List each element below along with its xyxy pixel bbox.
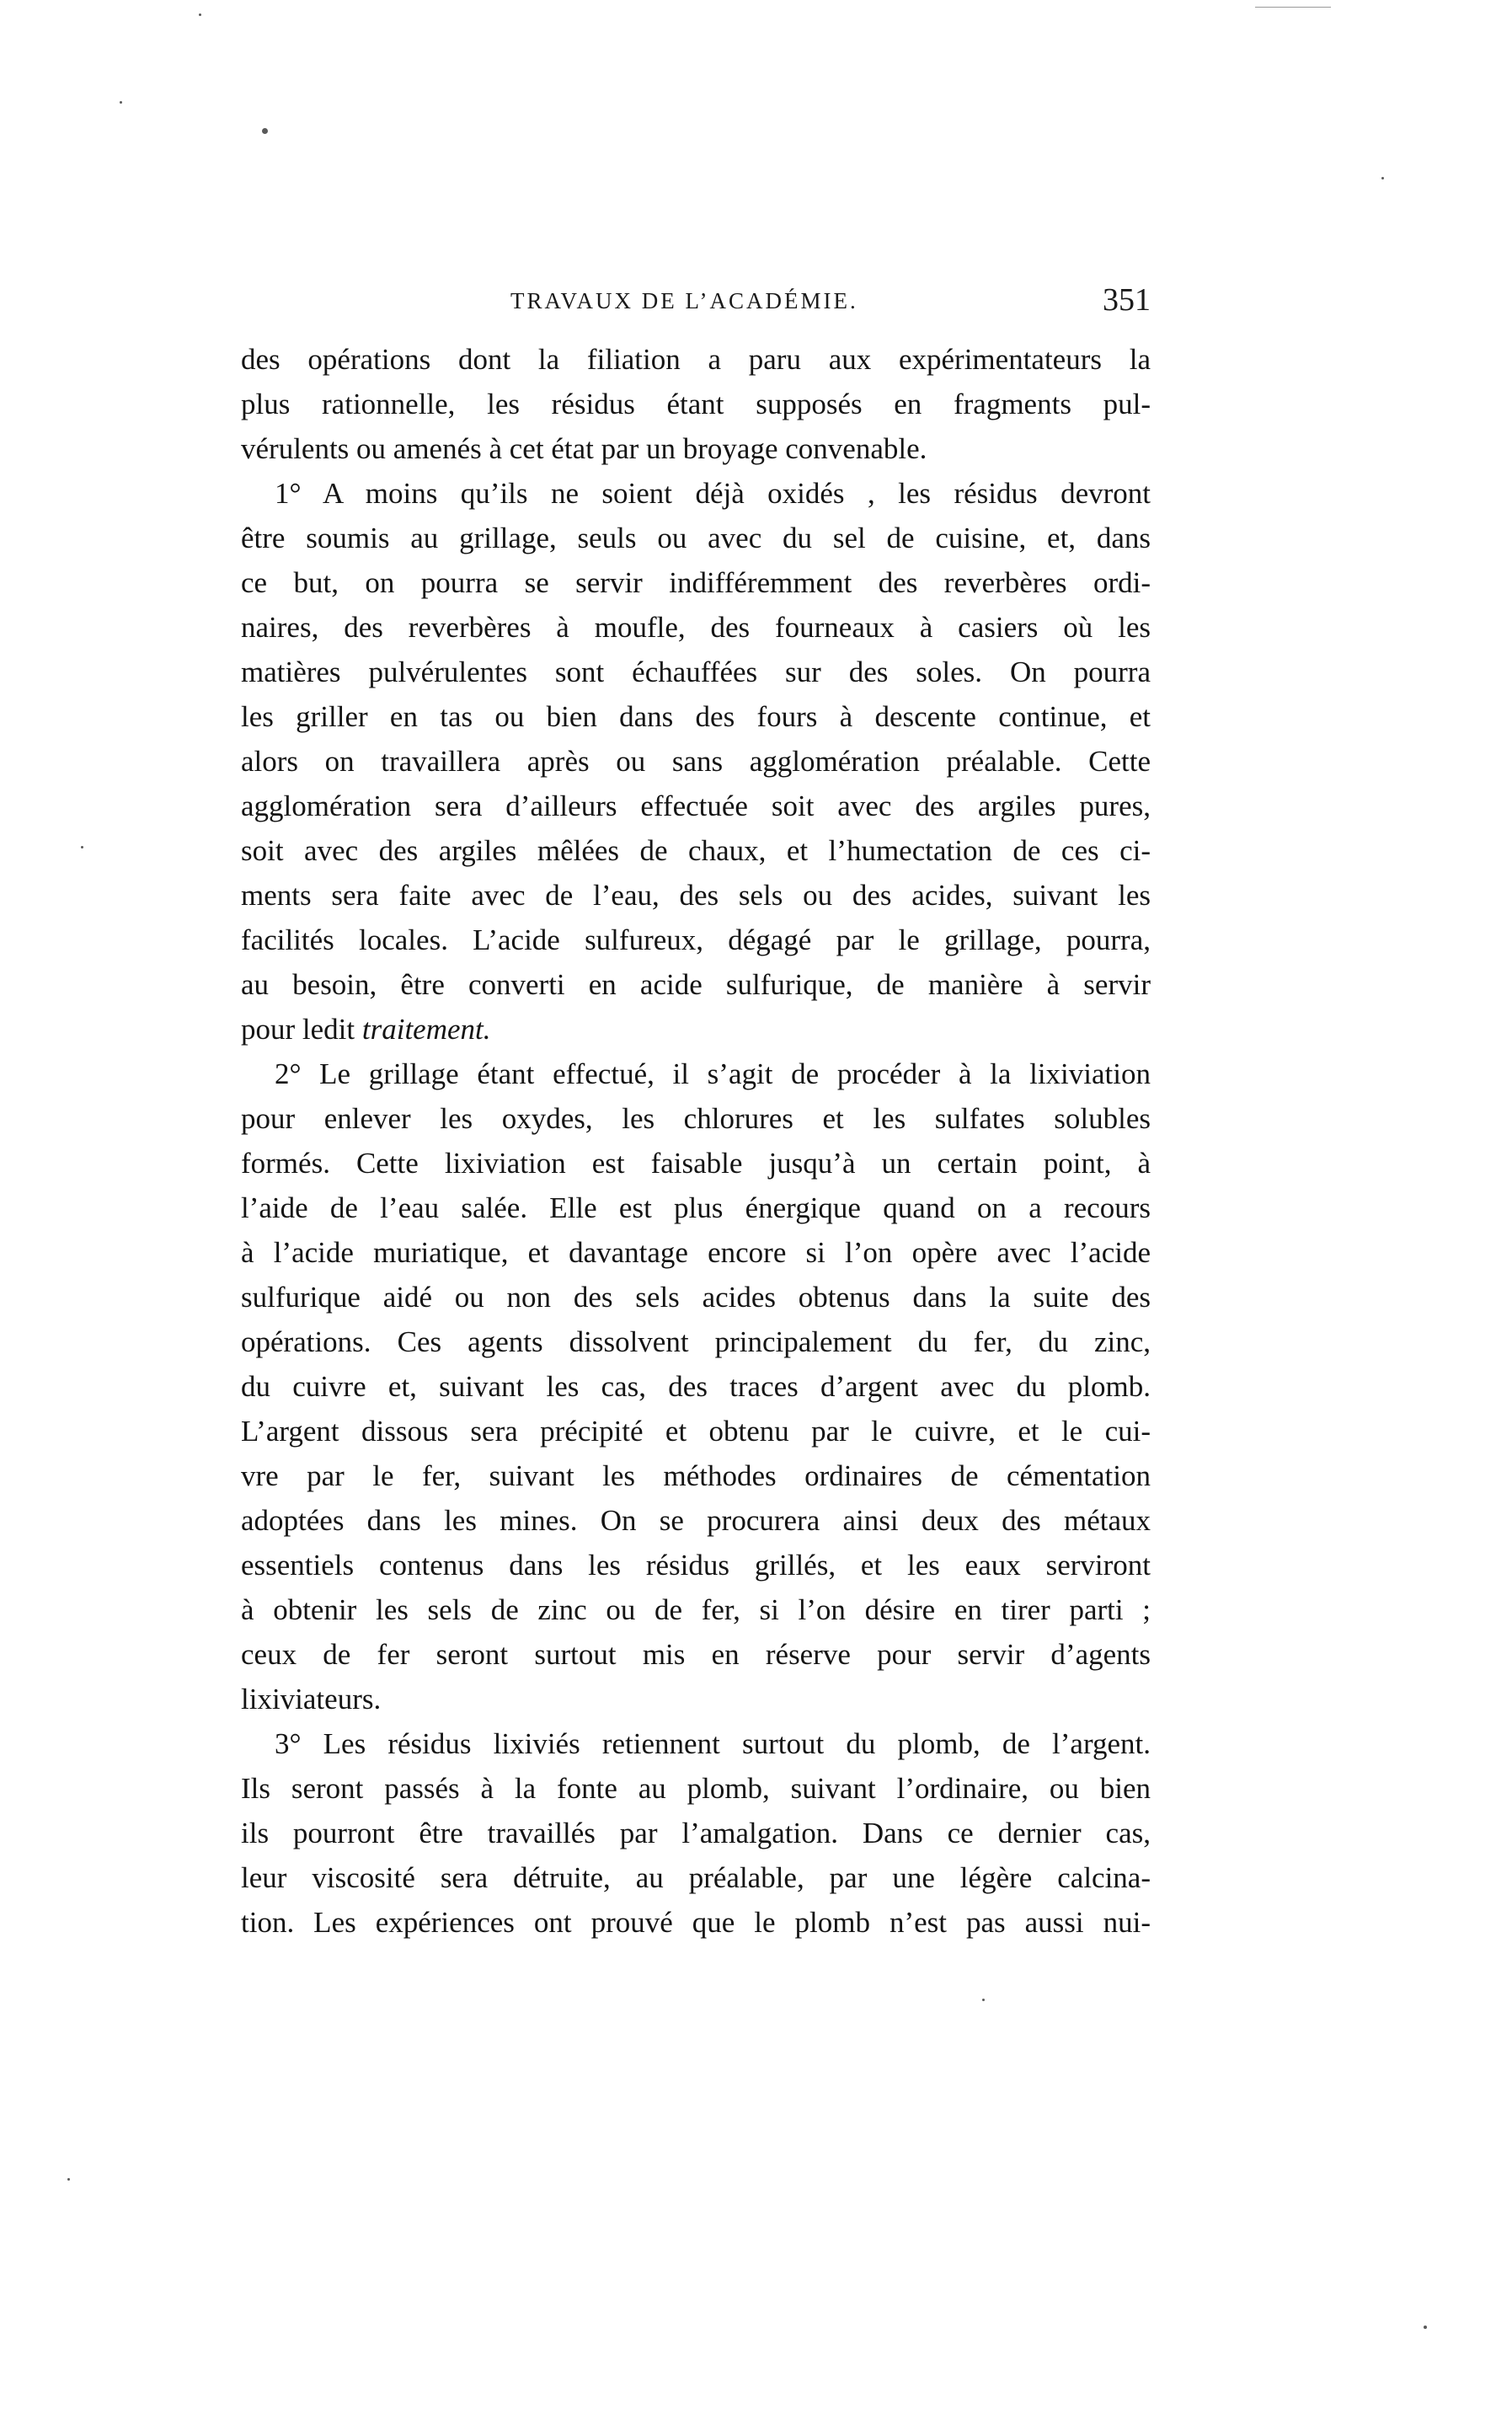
text-line: pour enlever les oxydes, les chlorures et les sulfates solubles xyxy=(241,1102,1151,1135)
paragraph-start-line: 2° Le grillage étant effectué, il s’agit de procéder à la lixiviation xyxy=(275,1057,1151,1090)
speck xyxy=(199,13,201,16)
speck xyxy=(81,846,83,848)
text-line: matières pulvérulentes sont échauffées sur des soles. On pourra xyxy=(241,656,1151,688)
text-line: ce but, on pourra se servir indifféremment des reverbères ordi- xyxy=(241,566,1151,599)
text-line: facilités locales. L’acide sulfureux, dégagé par le grillage, pourra, xyxy=(241,923,1151,956)
line-text: pour ledit xyxy=(241,1013,362,1046)
text-line: ils pourront être travaillés par l’amalgation. Dans ce dernier cas, xyxy=(241,1817,1151,1849)
text-line xyxy=(241,1007,1151,1052)
page-number: 351 xyxy=(1103,282,1151,318)
text-line: ments sera faite avec de l’eau, des sels ou des acides, suivant les xyxy=(241,879,1151,912)
text-line: à obtenir les sels de zinc ou de fer, si l’on désire en tirer parti ; xyxy=(241,1593,1151,1626)
text-line: opérations. Ces agents dissolvent principalement du fer, du zinc, xyxy=(241,1325,1151,1358)
text-line: des opérations dont la filiation a paru aux expérimentateurs la xyxy=(241,343,1151,376)
text-line: essentiels contenus dans les résidus grillés, et les eaux serviront xyxy=(241,1549,1151,1582)
text-line: formés. Cette lixiviation est faisable jusqu’à un certain point, à xyxy=(241,1147,1151,1180)
paragraph-start-line: 3° Les résidus lixiviés retiennent surtout du plomb, de l’argent. xyxy=(275,1727,1151,1760)
running-title: TRAVAUX DE L’ACADÉMIE. xyxy=(510,288,858,313)
text-line: vre par le fer, suivant les méthodes ordinaires de cémentation xyxy=(241,1459,1151,1492)
text-line: au besoin, être converti en acide sulfurique, de manière à servir xyxy=(241,968,1151,1001)
text-line: L’argent dissous sera précipité et obtenu par le cuivre, et le cui- xyxy=(241,1415,1151,1448)
edge-scan-mark xyxy=(1255,7,1331,8)
text-line: les griller en tas ou bien dans des fours à descente continue, et xyxy=(241,700,1151,733)
text-line: vérulents ou amenés à cet état par un broyage convenable. xyxy=(241,432,927,465)
paragraph-start-line: 1° A moins qu’ils ne soient déjà oxidés , les résidus devront xyxy=(275,477,1151,510)
text-line: soit avec des argiles mêlées de chaux, et l’humectation de ces ci- xyxy=(241,834,1151,867)
speck xyxy=(1381,177,1384,179)
text-line: alors on travaillera après ou sans agglomération préalable. Cette xyxy=(241,745,1151,778)
speck xyxy=(1424,2326,1427,2329)
text-line: Ils seront passés à la fonte au plomb, suivant l’ordinaire, ou bien xyxy=(241,1772,1151,1805)
text-line: sulfurique aidé ou non des sels acides obtenus dans la suite des xyxy=(241,1281,1151,1314)
text-line: lixiviateurs. xyxy=(241,1683,382,1715)
page-header xyxy=(241,281,1151,324)
text-line: l’aide de l’eau salée. Elle est plus énergique quand on a recours xyxy=(241,1191,1151,1224)
text-line: du cuivre et, suivant les cas, des traces d’argent avec du plomb. xyxy=(241,1370,1151,1403)
speck xyxy=(120,101,122,104)
text-line: leur viscosité sera détruite, au préalable, par une légère calcina- xyxy=(241,1861,1151,1894)
speck xyxy=(67,2178,70,2181)
text-line: naires, des reverbères à moufle, des fourneaux à casiers où les xyxy=(241,611,1151,644)
body-text xyxy=(241,337,1151,1945)
text-line: adoptées dans les mines. On se procurera ainsi deux des métaux xyxy=(241,1504,1151,1537)
text-line: agglomération sera d’ailleurs effectuée soit avec des argiles pures, xyxy=(241,790,1151,822)
text-line: plus rationnelle, les résidus étant supposés en fragments pul- xyxy=(241,388,1151,420)
text-line: tion. Les expériences ont prouvé que le plomb n’est pas aussi nui- xyxy=(241,1906,1151,1939)
text-line: être soumis au grillage, seuls ou avec du sel de cuisine, et, dans xyxy=(241,522,1151,554)
italic-word: traitement. xyxy=(361,1013,491,1046)
text-line: ceux de fer seront surtout mis en réserve pour servir d’agents xyxy=(241,1638,1151,1671)
speck xyxy=(982,1999,985,2001)
speck xyxy=(262,128,268,134)
text-line: à l’acide muriatique, et davantage encore si l’on opère avec l’acide xyxy=(241,1236,1151,1269)
